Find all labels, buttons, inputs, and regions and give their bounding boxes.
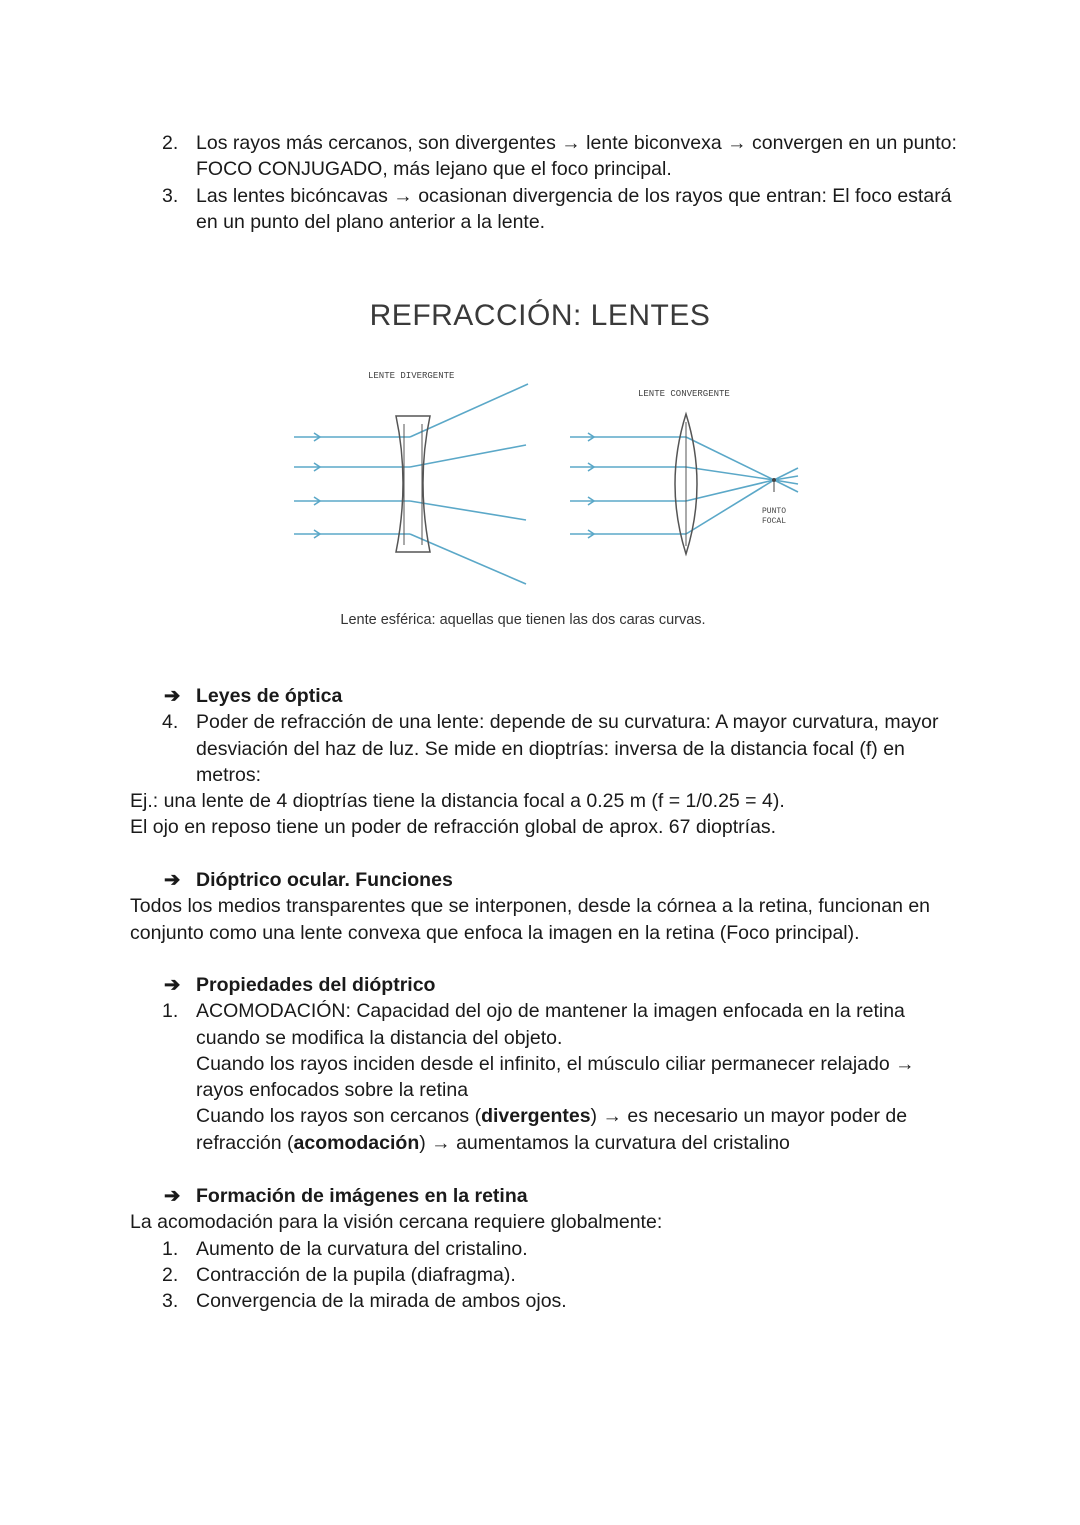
- section-formacion: [130, 1183, 960, 1314]
- list-item: [130, 1262, 960, 1288]
- arrow-icon: ➔: [164, 1185, 181, 1207]
- heading-text: Formación de imágenes en la retina: [196, 1185, 528, 1207]
- list-item: [130, 1288, 960, 1314]
- label-divergent: LENTE DIVERGENTE: [368, 371, 455, 381]
- example-line: El ojo en reposo tiene un poder de refracción global de aprox. 67 dioptrías.: [130, 816, 777, 839]
- divergent-rays: [294, 384, 528, 584]
- list-text: Los rayos más cercanos, son divergentes → lente biconvexa → convergen en un punto: FOCO CONJUGADO, más lejano que el foco principal.: [196, 132, 957, 181]
- list-text: Contracción de la pupila (diafragma).: [196, 1263, 516, 1286]
- section-propiedades: [130, 972, 960, 1156]
- list-number: 2.: [162, 132, 179, 154]
- list-number: 1.: [162, 1237, 179, 1260]
- paragraph: Cuando los rayos inciden desde el infinito, el músculo ciliar permanecer relajado → rayos enfocados sobre la retina: [196, 1052, 915, 1102]
- top-list: [130, 130, 960, 235]
- text-run-bold: acomodación: [293, 1131, 420, 1154]
- section-heading: [130, 867, 960, 893]
- list-text: ACOMODACIÓN: Capacidad del ojo de mantener la imagen enfocada en la retina cuando se modifica la distancia del objeto.: [196, 1000, 905, 1049]
- arrow-icon: ➔: [164, 869, 181, 891]
- text-run: ) → aumentamos la curvatura del cristalino: [419, 1131, 790, 1154]
- section-heading: [130, 1183, 960, 1209]
- figure-caption: Lente esférica: aquellas que tienen las dos caras curvas.: [340, 612, 706, 628]
- heading-text: Dióptrico ocular. Funciones: [196, 869, 453, 891]
- arrow-icon: ➔: [164, 685, 181, 707]
- list-item: [130, 709, 960, 788]
- arrow-icon: ➔: [164, 974, 181, 996]
- section-dioptrico: [130, 867, 960, 946]
- focal-point: [772, 478, 776, 482]
- heading-text: Propiedades del dióptrico: [196, 974, 436, 996]
- text-run-bold: divergentes: [481, 1105, 591, 1128]
- paragraph: La acomodación para la visión cercana requiere globalmente:: [130, 1211, 663, 1234]
- list-text: Aumento de la curvatura del cristalino.: [196, 1237, 528, 1260]
- list-item: [130, 1236, 960, 1262]
- lens-diagram: [280, 362, 810, 592]
- list-text: Convergencia de la mirada de ambos ojos.: [196, 1290, 567, 1313]
- list-number: 3.: [162, 184, 179, 207]
- list-number: 2.: [162, 1263, 179, 1286]
- list-item: [130, 998, 960, 1051]
- section-leyes: [130, 683, 960, 841]
- list-number: 3.: [162, 1290, 179, 1313]
- list-number: 1.: [162, 1000, 179, 1023]
- paragraph: [130, 1103, 960, 1156]
- list-text: Las lentes bicóncavas → ocasionan divergencia de los rayos que entran: El foco estará en un punto del plano anterior a la lente.: [196, 184, 952, 233]
- label-convergent: LENTE CONVERGENTE: [638, 389, 730, 399]
- section-heading: [130, 683, 960, 709]
- text-run: ) → es necesario un mayor poder de refracción (: [196, 1105, 908, 1154]
- figure-title: REFRACCIÓN: LENTES: [369, 299, 711, 332]
- convergent-lens: [675, 414, 697, 554]
- section-heading: [130, 972, 960, 998]
- example-line: Ej.: una lente de 4 dioptrías tiene la distancia focal a 0.25 m (f = 1/0.25 = 4).: [130, 790, 785, 813]
- heading-text: Leyes de óptica: [196, 685, 343, 707]
- list-text: Poder de refracción de una lente: depende de su curvatura: A mayor curvatura, mayor desviación del haz de luz. Se mide en dioptrías: inversa de la distancia focal (f) en metros:: [196, 711, 939, 786]
- text-run: Cuando los rayos son cercanos (: [196, 1105, 482, 1128]
- list-item: [130, 183, 960, 236]
- list-item: [130, 130, 960, 183]
- list-number: 4.: [162, 711, 179, 734]
- paragraph: Todos los medios transparentes que se interponen, desde la córnea a la retina, funcionan en conjunto como una lente convexa que enfoca la imagen en la retina (Foco principal).: [130, 895, 931, 944]
- label-focal-2: FOCAL: [762, 517, 787, 526]
- label-focal-1: PUNTO: [762, 507, 787, 516]
